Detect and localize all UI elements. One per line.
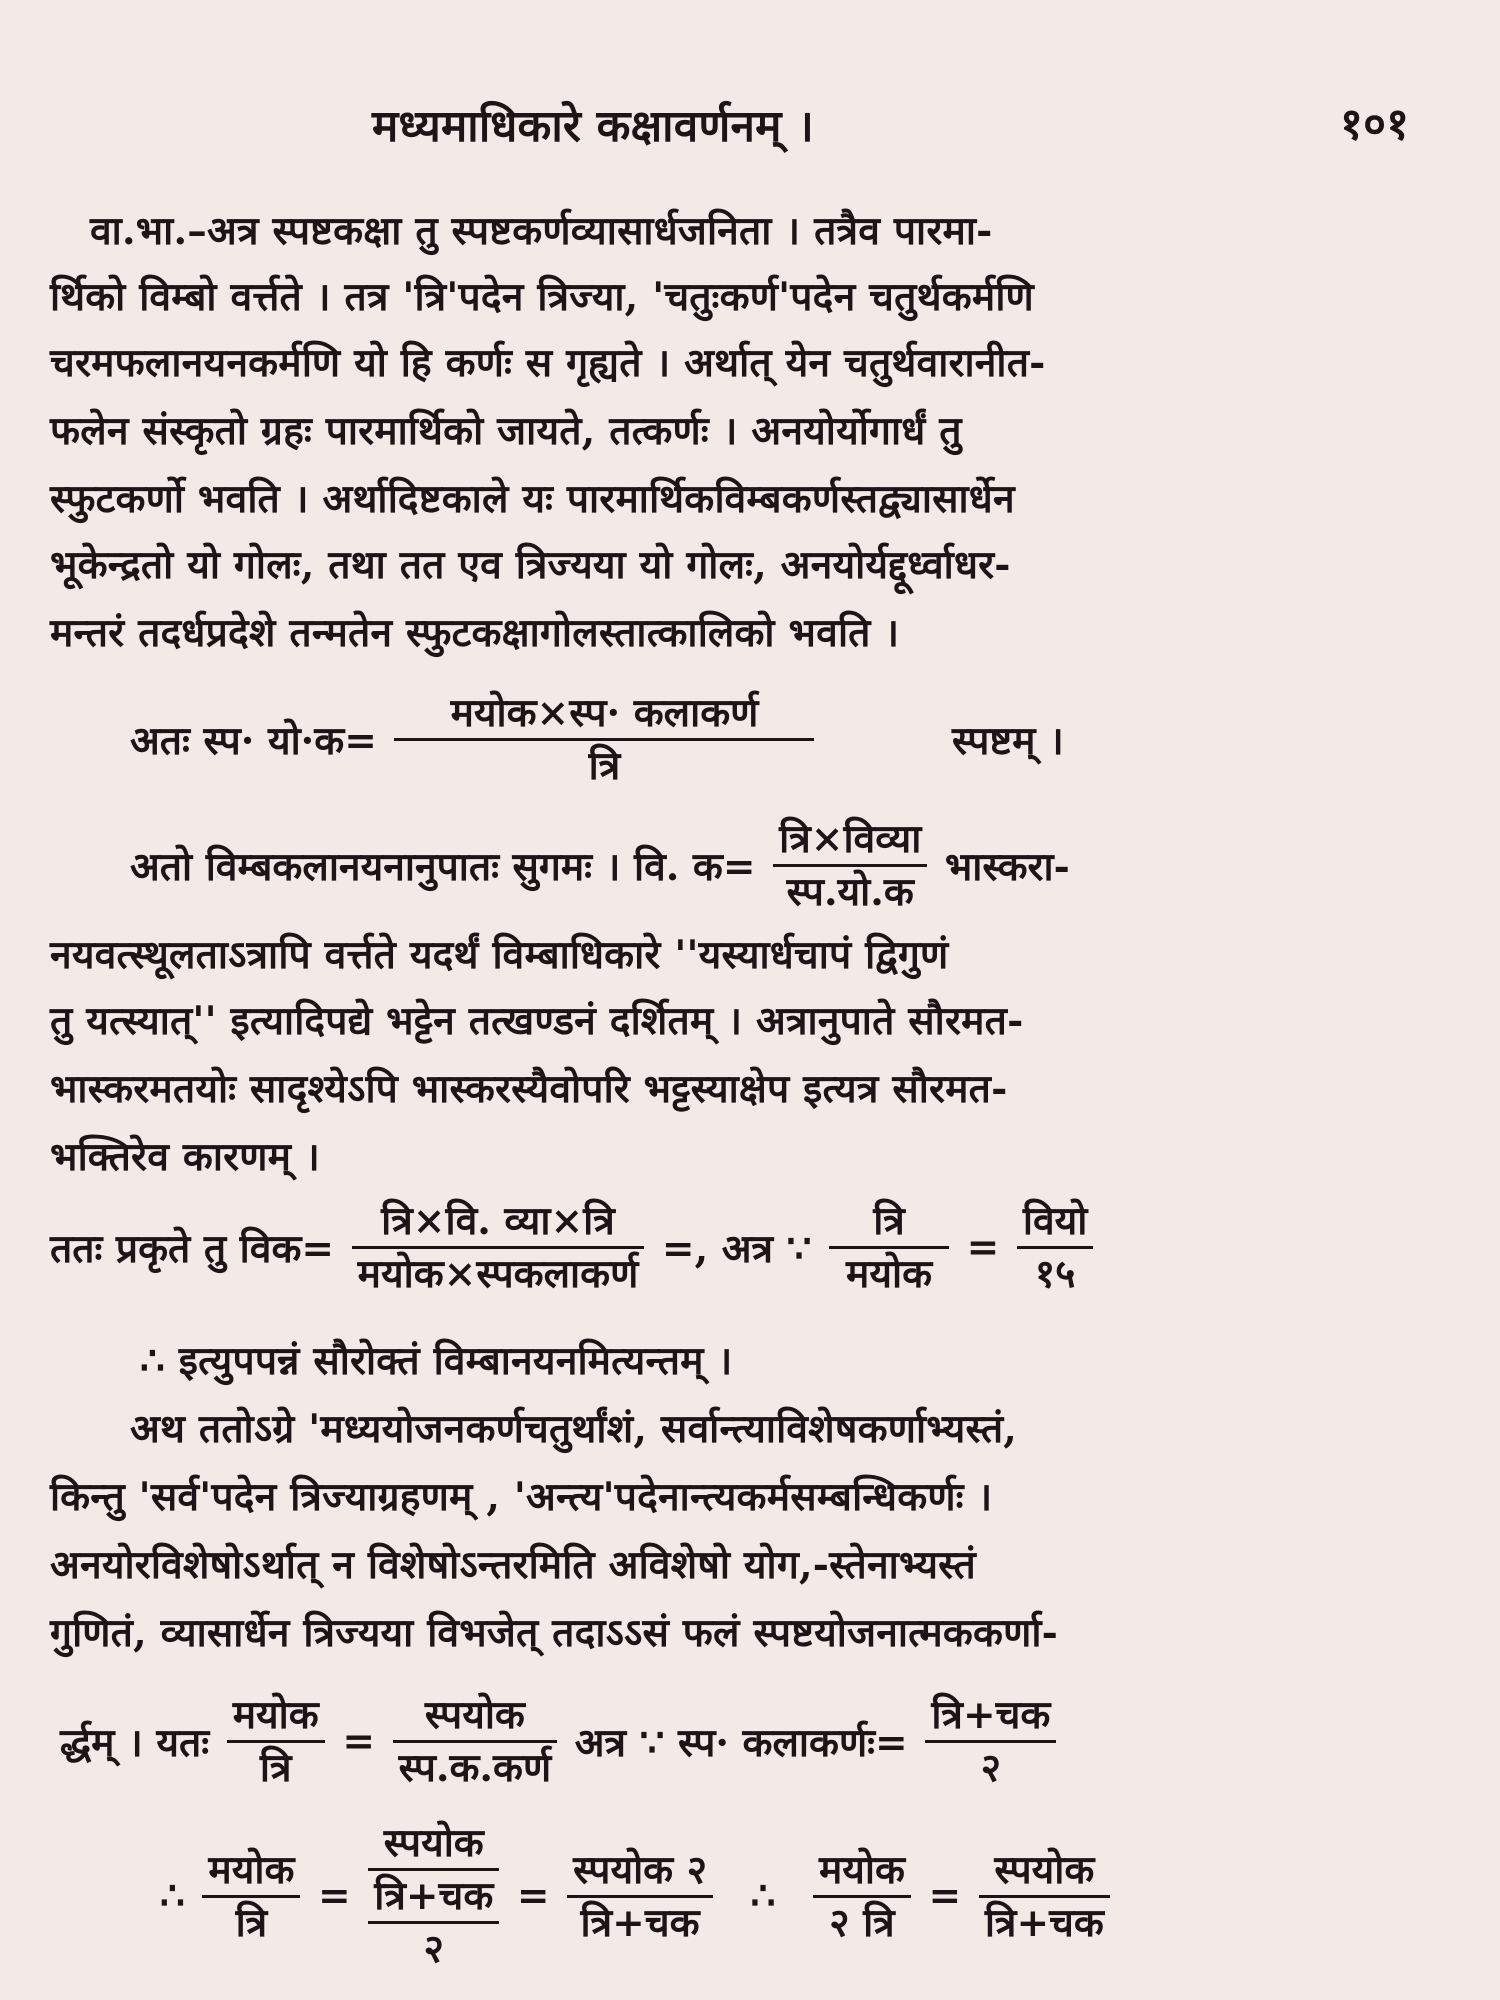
fraction-denominator: त्रि xyxy=(235,1899,268,1946)
paragraph-line: भक्तिरेव कारणम् । xyxy=(50,1134,320,1180)
fraction-numerator: स्पयोक २ xyxy=(567,1845,713,1898)
fraction-numerator: त्रि xyxy=(829,1196,949,1249)
therefore-symbol: ∴ xyxy=(160,1873,185,1919)
paragraph-line: फलेन संस्कृतो ग्रहः पारमार्थिको जायते, तत्कर्णः । अनयोर्योगार्धं तु xyxy=(50,408,962,454)
paragraph-line: र्थिको विम्बो वर्त्तते । तत्र 'त्रि'पदेन त्रिज्या, 'चतुःकर्ण'पदेन चतुर्थकर्मणि xyxy=(50,274,1034,320)
paragraph-line: चरमफलानयनकर्मणि यो हि कर्णः स गृह्यते । अर्थात् येन चतुर्थवारानीत- xyxy=(50,340,1046,386)
page-number: १०१ xyxy=(1340,99,1410,150)
formula-prefix: अतो विम्बकलानयनानुपातः सुगमः । वि. क= xyxy=(130,844,756,890)
fraction xyxy=(227,1690,325,1793)
fraction xyxy=(829,1196,949,1299)
formula-1 xyxy=(130,688,1064,791)
equals-sign: = xyxy=(516,1873,550,1919)
fraction-denominator: मयोक×स्पकलाकर्ण xyxy=(357,1251,639,1297)
fraction-numerator: मयोक×स्प· कलाकर्ण xyxy=(394,688,814,741)
paragraph-line: नयवत्स्थूलताऽत्रापि वर्त्तते यदर्थं विम्बाधिकारे ''यस्यार्धचापं द्विगुणं xyxy=(50,932,949,978)
fraction-denominator: त्रि xyxy=(259,1745,292,1791)
fraction xyxy=(979,1845,1110,1948)
fraction-numerator: त्रि+चक xyxy=(925,1690,1056,1743)
fraction-numerator: मयोक xyxy=(227,1690,325,1743)
fraction-denominator: त्रि xyxy=(588,743,621,789)
fraction-numerator: त्रि×विव्या xyxy=(773,814,927,867)
fraction xyxy=(202,1845,300,1948)
paragraph-line: ∴ इत्युपपन्नं सौरोक्तं विम्बानयनमित्यन्तम् । xyxy=(140,1338,733,1384)
equals-sign: = xyxy=(966,1224,1000,1271)
equals-sign: = xyxy=(928,1873,962,1919)
formula-prefix: र्द्धम् । यतः xyxy=(60,1720,210,1766)
fraction-denominator: त्रि+चक xyxy=(580,1899,700,1946)
fraction-numerator: स्पयोक xyxy=(393,1690,558,1743)
fraction-denominator: स्प.यो.क xyxy=(786,869,914,915)
paragraph-line: अथ ततोऽग्रे 'मध्ययोजनकर्णचतुर्थांशं, सर्वान्त्याविशेषकर्णाभ्यस्तं, xyxy=(130,1406,1018,1452)
paragraph-line: भूकेन्द्रतो यो गोलः, तथा तत एव त्रिज्यया यो गोलः, अनयोर्यद्दूर्ध्वाधर- xyxy=(50,542,1011,588)
fraction-numerator: स्पयोक xyxy=(979,1845,1110,1898)
compound-fraction xyxy=(368,1818,499,1974)
fraction-denominator: १५ xyxy=(1034,1251,1076,1297)
fraction-denominator: स्प.क.कर्ण xyxy=(398,1745,552,1791)
paragraph-line: किन्तु 'सर्व'पदेन त्रिज्याग्रहणम् , 'अन्त्य'पदेनान्त्यकर्मसम्बन्धिकर्णः । xyxy=(50,1474,993,1520)
page-title: मध्यमाधिकारे कक्षावर्णनम् । xyxy=(372,101,814,152)
formula-5 xyxy=(160,1818,1114,1974)
paragraph-line: तु यत्स्यात्'' इत्यादिपद्ये भट्टेन तत्खण्डनं दर्शितम् । अत्रानुपाते सौरमत- xyxy=(50,998,1024,1044)
fraction xyxy=(394,688,814,791)
fraction xyxy=(1017,1196,1094,1299)
fraction xyxy=(813,1845,911,1948)
formula-middle: =, अत्र ∵ xyxy=(661,1226,812,1272)
formula-suffix: भास्करा- xyxy=(944,844,1070,890)
fraction-denominator: त्रि+चक xyxy=(984,1899,1104,1946)
fraction-denominator: २ xyxy=(980,1745,1001,1791)
fraction-numerator: स्पयोक xyxy=(368,1818,499,1871)
fraction-numerator: मयोक xyxy=(202,1845,300,1898)
fraction-numerator: त्रि×वि. व्या×त्रि xyxy=(352,1196,645,1249)
fraction xyxy=(773,814,927,917)
fraction-numerator: मयोक xyxy=(813,1845,911,1898)
formula-prefix: ततः प्रकृते तु विक= xyxy=(50,1226,335,1272)
paragraph-line: गुणितं, व्यासार्धेन त्रिज्यया विभजेत् तदाऽऽसं फलं स्पष्टयोजनात्मककर्णा- xyxy=(50,1610,1059,1656)
fraction-denominator: २ त्रि xyxy=(829,1899,895,1946)
fraction xyxy=(925,1690,1056,1793)
formula-middle: अत्र ∵ स्प· कलाकर्णः= xyxy=(574,1720,908,1766)
therefore-symbol: ∴ xyxy=(750,1873,776,1919)
fraction xyxy=(393,1690,558,1793)
fraction xyxy=(567,1845,713,1948)
paragraph-line: अनयोरविशेषोऽर्थात् न विशेषोऽन्तरमिति अविशेषो योग,-स्तेनाभ्यस्तं xyxy=(50,1542,976,1588)
formula-suffix: स्पष्टम् । xyxy=(952,718,1064,764)
paragraph-line: भास्करमतयोः सादृश्येऽपि भास्करस्यैवोपरि भट्टस्याक्षेप इत्यत्र सौरमत- xyxy=(50,1066,1008,1112)
equals-sign: = xyxy=(317,1873,351,1919)
fraction-subdenominator: २ xyxy=(423,1926,444,1972)
paragraph-line: वा.भा.–अत्र स्पष्टकक्षा तु स्पष्टकर्णव्यासार्धजनिता । तत्रैव पारमा- xyxy=(90,208,993,254)
paragraph-line: स्फुटकर्णो भवति । अर्थादिष्टकाले यः पारमार्थिकविम्बकर्णस्तद्व्यासार्धेन xyxy=(50,476,1015,522)
fraction-denominator: त्रि+चक xyxy=(368,1871,499,1924)
formula-4 xyxy=(60,1690,1060,1793)
fraction-numerator: वियो xyxy=(1017,1196,1094,1249)
fraction xyxy=(352,1196,645,1299)
formula-prefix: अतः स्प· यो·क= xyxy=(130,718,377,764)
equals-sign: = xyxy=(342,1718,375,1765)
fraction-denominator: मयोक xyxy=(846,1251,933,1297)
formula-3 xyxy=(50,1196,1097,1299)
paragraph-line: मन्तरं तदर्धप्रदेशे तन्मतेन स्फुटकक्षागोलस्तात्कालिको भवति । xyxy=(50,610,900,656)
formula-2 xyxy=(130,814,1070,917)
